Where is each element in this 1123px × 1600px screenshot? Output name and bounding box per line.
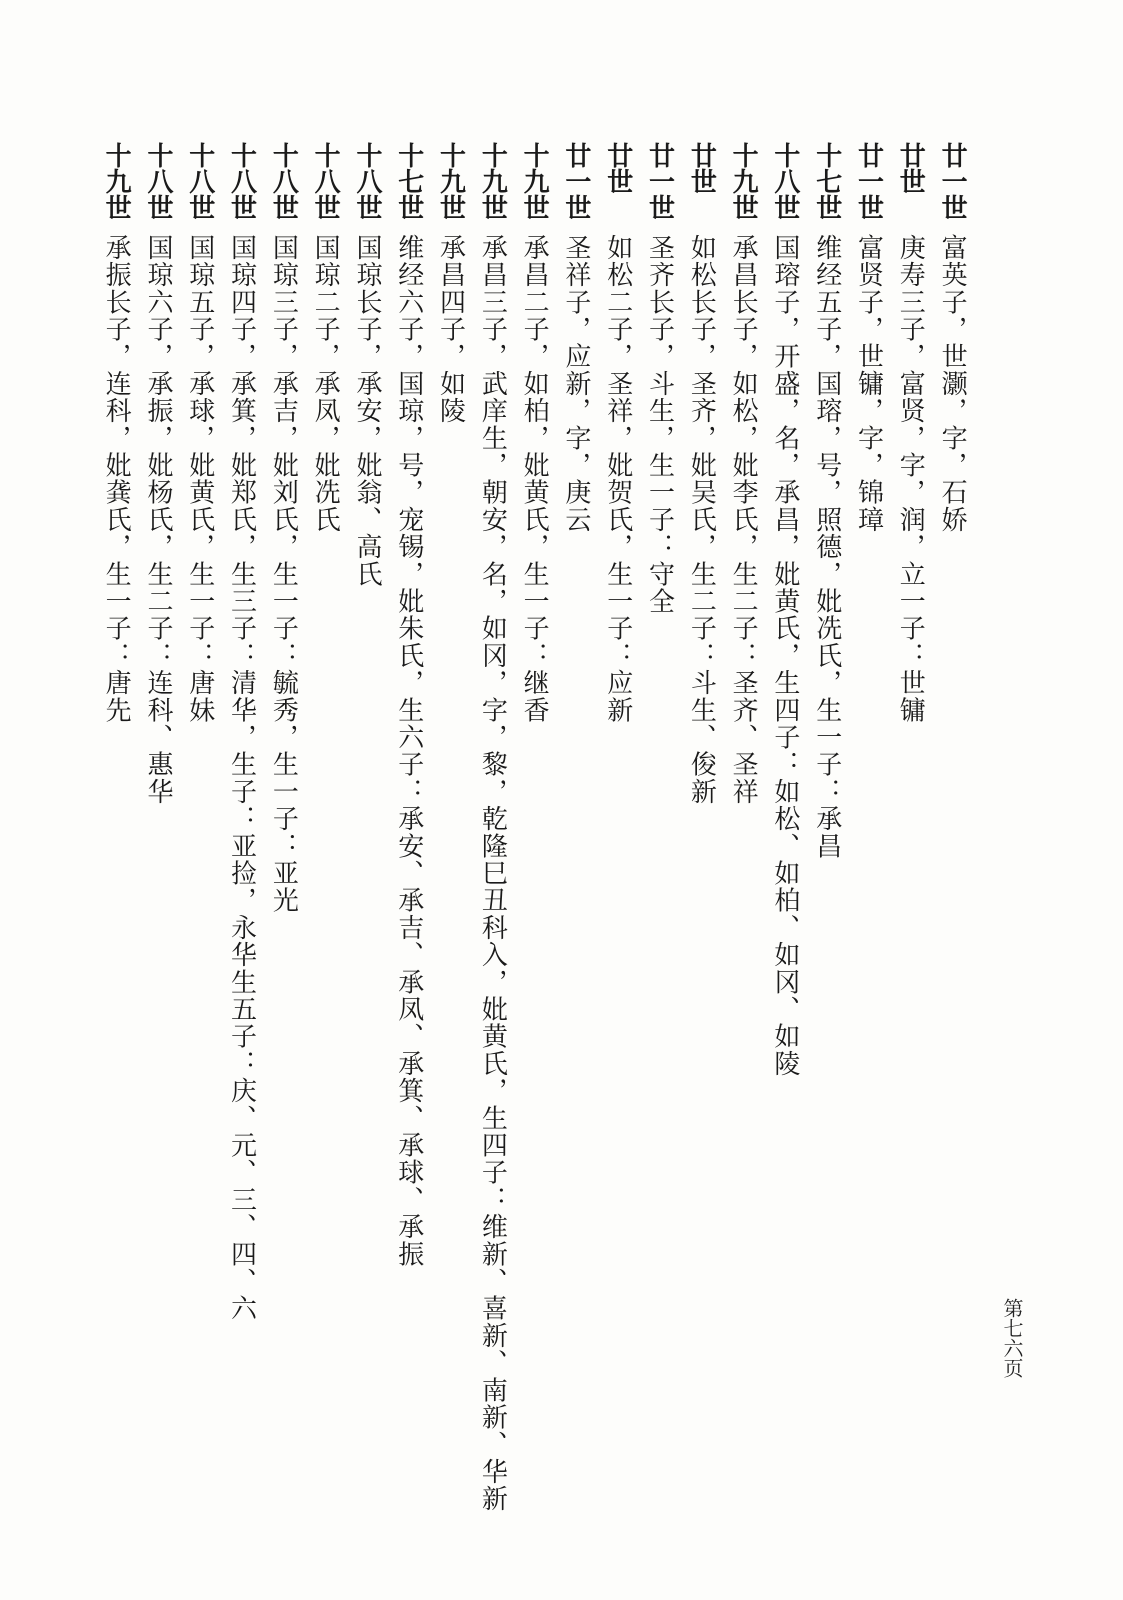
generation-label: 廿一世 — [853, 142, 884, 220]
genealogy-entry — [931, 142, 973, 1562]
entry-text: 圣祥子，应新，字，庚云 — [560, 234, 591, 534]
genealogy-entry — [471, 142, 513, 1562]
entry-text: 富英子，世灏，字，石娇 — [937, 234, 968, 534]
genealogy-entry — [388, 142, 430, 1562]
genealogy-entry — [304, 142, 346, 1562]
entry-text: 承昌三子，武庠生，朝安，名，如冈，字，黎，乾隆巳丑科入，妣黄氏，生四子：维新、喜新、南新、华新 — [477, 234, 508, 1513]
genealogy-entry — [555, 142, 597, 1562]
entry-text: 承昌长子，如松，妣李氏，生二子：圣齐、圣祥 — [728, 234, 759, 806]
generation-label: 十八世 — [268, 142, 299, 220]
generation-label: 十九世 — [728, 142, 759, 220]
generation-label: 十九世 — [435, 142, 466, 220]
page-number: 第七六页 — [1000, 1298, 1024, 1378]
entry-text: 维经六子，国琼，号，宠锡，妣朱氏，生六子：承安、承吉、承凤、承箕、承球、承振 — [393, 234, 424, 1268]
entry-text: 国琼五子，承球，妣黄氏，生一子：唐妹 — [184, 234, 215, 724]
genealogy-entry — [179, 142, 221, 1562]
genealogy-entry — [680, 142, 722, 1562]
generation-label: 十八世 — [184, 142, 215, 220]
generation-label: 十八世 — [142, 142, 173, 220]
generation-label: 十九世 — [519, 142, 550, 220]
generation-label: 十八世 — [226, 142, 257, 220]
entry-text: 国瑢子，开盛，名，承昌，妣黄氏，生四子：如松、如柏、如冈、如陵 — [769, 234, 800, 1078]
generation-label: 十七世 — [811, 142, 842, 220]
entry-text: 国琼四子，承箕，妣郑氏，生三子：清华，生子：亚捡，永华生五子：庆、元、三、四、六 — [226, 234, 257, 1322]
generation-label: 廿世 — [602, 142, 633, 194]
entry-text: 庚寿三子，富贤，字，润，立一子：世镛 — [895, 234, 926, 724]
generation-label: 十八世 — [310, 142, 341, 220]
genealogy-entry — [806, 142, 848, 1562]
entry-text: 国琼三子，承吉，妣刘氏，生一子：毓秀，生一子：亚光 — [268, 234, 299, 914]
genealogy-entry — [221, 142, 263, 1562]
genealogy-entry — [513, 142, 555, 1562]
genealogy-entry — [597, 142, 639, 1562]
generation-label: 廿世 — [895, 142, 926, 194]
genealogy-entry — [262, 142, 304, 1562]
genealogy-entry — [346, 142, 388, 1562]
genealogy-entry — [722, 142, 764, 1562]
genealogy-entry — [889, 142, 931, 1562]
entry-text: 富贤子，世镛，字，锦璋 — [853, 234, 884, 534]
entry-text: 如松二子，圣祥，妣贺氏，生一子：应新 — [602, 234, 633, 724]
genealogy-columns — [95, 142, 973, 1562]
entry-text: 承振长子，连科，妣龚氏，生一子：唐先 — [101, 234, 132, 724]
generation-label: 十七世 — [393, 142, 424, 220]
entry-text: 圣齐长子，斗生，生一子：守全 — [644, 234, 675, 615]
genealogy-entry — [848, 142, 890, 1562]
generation-label: 十九世 — [101, 142, 132, 220]
genealogy-entry — [95, 142, 137, 1562]
entry-text: 承昌二子，如柏，妣黄氏，生一子：继香 — [519, 234, 550, 724]
entry-text: 维经五子，国瑢，号，照德，妣冼氏，生一子：承昌 — [811, 234, 842, 860]
genealogy-entry — [764, 142, 806, 1562]
entry-text: 国琼长子，承安，妣翁、高氏 — [351, 234, 382, 588]
genealogy-entry — [137, 142, 179, 1562]
genealogy-entry — [430, 142, 472, 1562]
generation-label: 十八世 — [769, 142, 800, 220]
entry-text: 国琼二子，承凤，妣冼氏 — [310, 234, 341, 534]
generation-label: 廿世 — [686, 142, 717, 194]
generation-label: 廿一世 — [644, 142, 675, 220]
entry-text: 国琼六子，承振，妣杨氏，生二子：连科、惠华 — [142, 234, 173, 806]
entry-text: 如松长子，圣齐，妣吴氏，生二子：斗生、俊新 — [686, 234, 717, 806]
generation-label: 十九世 — [477, 142, 508, 220]
generation-label: 十八世 — [351, 142, 382, 220]
generation-label: 廿一世 — [560, 142, 591, 220]
entry-text: 承昌四子，如陵 — [435, 234, 466, 425]
genealogy-entry — [639, 142, 681, 1562]
generation-label: 廿一世 — [937, 142, 968, 220]
